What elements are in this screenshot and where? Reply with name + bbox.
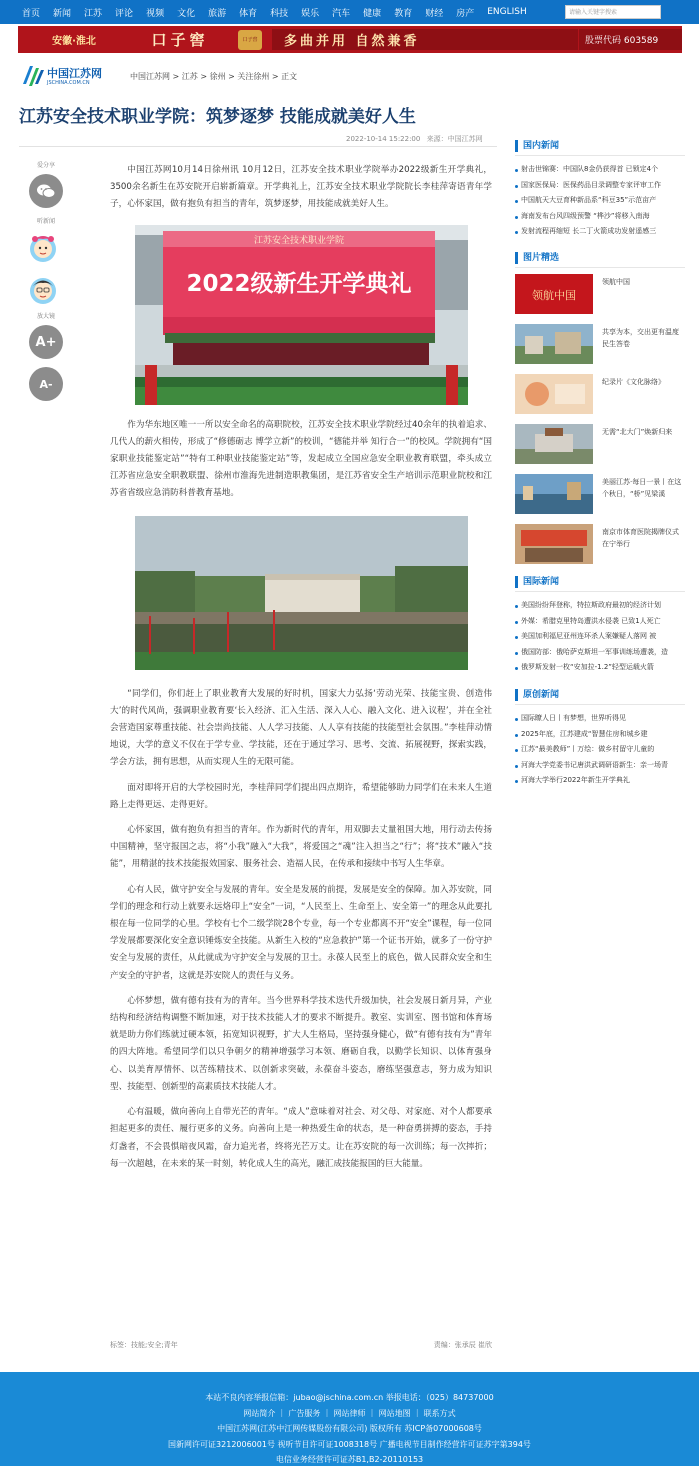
nav-item-video[interactable]: 视频 <box>146 8 165 19</box>
nav-item-auto[interactable]: 汽车 <box>332 8 351 19</box>
picture-thumb <box>515 474 593 514</box>
banner-location: 安徽·淮北 <box>52 36 96 47</box>
article-title: 江苏安全技术职业学院：筑梦逐梦 技能成就美好人生 <box>19 107 416 127</box>
article-paragraph: 心有温暖，做向善向上自带光芒的青年。“成人”意味着对社会、对父母、对家庭、对个人都要承担起更多的责任、履行更多的义务。向善向上是一种热爱生命的状态，是一种奋勇拼搏的姿态，手持灯盏者，不会畏惧暗夜风霜，奋力追光者，终将光芒万丈。让在苏安院的每一次训练；每一次摔折；每一次超越，在未来的某一时刻，转化成人生的高光，融汇成技能报国的巨大能量。 <box>110 1107 492 1169</box>
nav-item-finance[interactable]: 财经 <box>425 8 444 19</box>
original-news-item[interactable]: 河海大学举行2022年新生开学典礼 <box>515 773 685 789</box>
domestic-news-item[interactable]: 中国航天大豆育种新品系“科豆35”示范亩产 <box>515 193 685 209</box>
picture-thumb <box>515 274 593 314</box>
intl-news-item[interactable]: 俄国防部：俄哈萨克斯坦一军事训练场遭袭，造 <box>515 645 685 661</box>
listen-female-voice-icon[interactable] <box>26 230 60 264</box>
nav-item-culture[interactable]: 文化 <box>177 8 196 19</box>
title-divider <box>19 146 497 147</box>
picture-thumb <box>515 324 593 364</box>
site-logo[interactable] <box>20 62 112 90</box>
footer-copyright: 中国江苏网(江苏中江网传媒股份有限公司) 版权所有 苏ICP备07000608号 <box>217 1424 482 1433</box>
picture-item[interactable] <box>515 424 685 468</box>
listen-male-voice-icon[interactable] <box>26 272 60 306</box>
article-editor: 责编：张承辰 崔欣 <box>433 1341 492 1349</box>
domestic-news-title: 国内新闻 <box>515 140 685 152</box>
picture-item[interactable] <box>515 324 685 368</box>
banner-brand: 口子窖 <box>151 31 209 49</box>
picture-caption: 领航中国 <box>602 277 630 286</box>
picture-caption: 纪录片《文化脉络》 <box>602 377 665 386</box>
nav-item-news[interactable]: 新闻 <box>53 8 72 19</box>
svg-text:江苏安全技术职业学院: 江苏安全技术职业学院 <box>253 235 344 246</box>
domestic-news-item[interactable]: 发射流程再缩短 长二丁火箭成功发射遥感三 <box>515 224 685 240</box>
logo-domain: JSCHINA.COM.CN <box>47 80 90 86</box>
article-paragraph: 作为华东地区唯一一所以安全命名的高职院校，江苏安全技术职业学院经过40余年的执着追求、几代人的薪火相传，形成了“修德砺志 博学立新”的校训，“德能并举 知行合一”的校风。学院拥有“国家职业技能鉴定站”“特有工种职业技能鉴定站”等，发起成立全国应急安全职业教育联盟，牵头成立江苏省应急安全职教联盟、徐州市淮海先进制造职教集团，是江苏省安全生产培训示范职业院校和江苏省省级应急消防科普教育基地。 <box>110 419 492 499</box>
top-navigation <box>0 0 699 24</box>
breadcrumb[interactable]: 中国江苏网 > 江苏 > 徐州 > 关注徐州 > 正文 <box>130 72 298 81</box>
article-paragraph: 面对即将开启的大学校园时光，李桂萍同学们提出四点期许，希望能够助力同学们在未来人生道路上走得更远、走得更好。 <box>110 782 492 810</box>
nav-item-jiangsu[interactable]: 江苏 <box>84 8 103 19</box>
article-paragraph: “同学们，你们赶上了职业教育大发展的好时机，国家大力弘扬‘劳动光荣、技能宝贵、创造伟大’的时代风尚，强调职业教育要‘长入经济、汇入生活、深入人心、融入文化、进入议程’，并在全社会营造国家尊重技能、社会崇尚技能、人人学习技能、人人享有技能的技能型社会氛围。”李桂萍动情地说，大学的意义不仅在于学专业、学技能，还在于通过学习、思考、交流、拓展视野，探索实践，学会方法，拥有思想，从而实现人生的无限可能。 <box>110 688 492 768</box>
picture-caption: 无需“北大门”焕新归来 <box>602 427 673 436</box>
logo-mark-icon <box>20 62 44 88</box>
article-source: 来源：中国江苏网 <box>426 135 483 143</box>
zoom-in-button[interactable]: A+ <box>29 325 63 359</box>
picture-item[interactable] <box>515 274 685 318</box>
picture-section-title: 图片精选 <box>515 252 685 264</box>
section-divider <box>515 267 685 268</box>
wechat-icon <box>36 183 56 199</box>
domestic-news-item[interactable]: 国家医保局：医保药品目录调整专家评审工作 <box>515 178 685 194</box>
opening-ceremony-photo <box>135 225 468 405</box>
nav-item-entertainment[interactable]: 娱乐 <box>301 8 320 19</box>
zoom-out-button[interactable]: A- <box>29 367 63 401</box>
tool-column <box>26 160 66 409</box>
domestic-news-item[interactable]: 射击世锦赛：中国队8金仍获得首 已锁定4个 <box>515 162 685 178</box>
article-paragraph: 心怀梦想，做有德有技有为的青年。当今世界科学技术迭代升级加快，社会发展日新月异，产业结构和经济结构调整不断加速，对于技术技能人才的要求不断提升。教室、实训室、图书馆和体育场就是助力你们练就过硬本领，拓宽知识视野，扩大人生格局，坚持强身健心，做“有德有技有为”青年的四大阵地。希望同学们以只争朝夕的精神增强学习本领、磨砺自我，以勤学长知识、以体育强身心、以美育厚情怀、以苦练精技术、以创新求突破，永葆奋斗姿态，磨练坚强意志，努力成为知识型、技能型、创新型的高素质技术技能人才。 <box>110 995 493 1092</box>
article-paragraph: 心怀家国，做有抱负有担当的青年。作为新时代的青年，用双脚去丈量祖国大地，用行动去传扬中国精神，坚守报国之志，将“小我”融入“大我”，将爱国之“魂”注入担当之“行”；将“技术”融入“技能”，用精湛的技术技能报效国家、服务社会、造福人民，在传承和接续中书写人生华章。 <box>110 825 492 870</box>
original-news-item[interactable]: 河海大学党委书记唐洪武调研语新生：亲一场青 <box>515 758 685 774</box>
footer-licenses: 国新网许可证3212006001号 视听节目许可证1008318号 广播电视节目制作经营许可证苏字第394号 <box>168 1439 531 1449</box>
wechat-share-icon[interactable] <box>29 174 63 208</box>
picture-thumb <box>515 424 593 464</box>
logo-name: 中国江苏网 <box>47 67 102 80</box>
section-divider <box>515 591 685 592</box>
listen-label: 听新闻 <box>36 218 55 225</box>
section-divider <box>515 704 685 705</box>
picture-item[interactable] <box>515 474 685 518</box>
banner-slogan: 多曲并用 自然兼香 <box>272 29 578 50</box>
intl-news-item[interactable]: 美国纷纷拜登称，特拉斯政府最初的经济计划 <box>515 598 685 614</box>
ad-banner[interactable] <box>18 26 682 53</box>
article-body <box>110 162 492 1181</box>
nav-item-english[interactable]: ENGLISH <box>487 7 527 17</box>
intl-news-title: 国际新闻 <box>515 576 685 588</box>
banner-seal-icon: 口子窖 <box>238 30 262 50</box>
right-sidebar <box>515 140 685 789</box>
picture-item[interactable] <box>515 524 685 568</box>
picture-thumb <box>515 524 593 564</box>
intl-news-item[interactable]: 美国加利福尼亚州连环杀人案嫌疑人落网 被 <box>515 629 685 645</box>
picture-caption: 共享为本，交出更有温度民生答卷 <box>602 327 679 348</box>
search-input[interactable]: 请输入关键字搜索 <box>565 5 661 19</box>
picture-thumb-text: 领航中国 <box>532 288 576 302</box>
original-news-item[interactable]: 2025年底，江苏建成“智慧住房和城乡建 <box>515 727 685 743</box>
article-paragraph: 心有人民，做守护安全与发展的青年。安全是发展的前提，发展是安全的保障。加入苏安院，同学们的理念和行动上就要永远烙印上“安全”一词，“人民至上、生命至上、安全第一”的理念从此要扎根在每一位同学的心里。学校有七个二级学院28个专业，每一个专业都离不开“安全”课程，每一位同学发展都要深化安全意识锤炼安全技能。从新生入校的“应急救护”第一个证书开始，就多了一份守护安全与发展的责任，从此就成为守护安全与发展的卫士。永葆人民至上的底色，做人民群众安全和生产安全的守护者，这就是苏安院人的责任与义务。 <box>110 884 492 981</box>
share-label: 爱分享 <box>36 162 55 169</box>
nav-item-sports[interactable]: 体育 <box>239 8 258 19</box>
nav-item-comment[interactable]: 评论 <box>115 8 134 19</box>
picture-thumb <box>515 374 593 414</box>
nav-item-health[interactable]: 健康 <box>363 8 382 19</box>
banner-stock-code: 股票代码 603589 <box>578 29 682 50</box>
article-paragraph: 中国江苏网10月14日徐州讯 10月12日，江苏安全技术职业学院举办2022级新生开学典礼，3500余名新生在苏安院开启崭新篇章。开学典礼上，江苏安全技术职业学院院长李桂萍寄语青年学子，心怀家国，做有抱负有担当的青年，筑梦逐梦，用技能成就美好人生。 <box>110 165 492 210</box>
campus-assembly-photo <box>135 516 468 670</box>
nav-item-education[interactable]: 教育 <box>394 8 413 19</box>
article-tags[interactable]: 标签：技能;安全;青年 <box>110 1341 178 1349</box>
picture-item[interactable] <box>515 374 685 418</box>
section-divider <box>515 155 685 156</box>
nav-item-travel[interactable]: 旅游 <box>208 8 227 19</box>
stage-banner-text: 2022级新生开学典礼 <box>185 270 412 297</box>
footer-telecom-license: 电信业务经营许可证苏B1,B2-20110153 <box>275 1455 424 1464</box>
article-footline <box>110 1340 492 1350</box>
zoom-label: 放大镜 <box>36 313 55 320</box>
nav-item-house[interactable]: 房产 <box>456 8 475 19</box>
footer-links[interactable]: 网站简介 ｜ 广告服务 ｜ 网站律师 ｜ 网站地图 ｜ 联系方式 <box>243 1408 456 1418</box>
site-footer <box>0 1372 699 1466</box>
intl-news-item[interactable]: 俄罗斯发射一枚“安加拉-1.2”轻型运载火箭 <box>515 660 685 676</box>
nav-item-home[interactable]: 首页 <box>22 8 41 19</box>
intl-news-item[interactable]: 外媒：希腊克里特岛遭洪水侵袭 已致1人死亡 <box>515 614 685 630</box>
footer-report-line: 本站不良内容举报信箱：jubao@jschina.com.cn 举报电话：（025）84737000 <box>205 1393 494 1402</box>
original-news-item[interactable]: 国际瞭人日丨有梦想，世界听得见 <box>515 711 685 727</box>
picture-caption: 南京市体育医院揭牌仪式在宁举行 <box>602 527 679 548</box>
original-news-title: 原创新闻 <box>515 689 685 701</box>
picture-caption: 美丽江苏·每日一景丨在这个秋日，“桥”见梁溪 <box>602 477 682 498</box>
original-news-item[interactable]: 江苏“最美教师”丨万绘：做乡村留守儿童的 <box>515 742 685 758</box>
article-date: 2022-10-14 15:22:00 <box>346 135 421 143</box>
domestic-news-item[interactable]: 海南发布台风四级预警 “桦沙”将移入南海 <box>515 209 685 225</box>
article-meta <box>346 134 487 144</box>
nav-item-tech[interactable]: 科技 <box>270 8 289 19</box>
